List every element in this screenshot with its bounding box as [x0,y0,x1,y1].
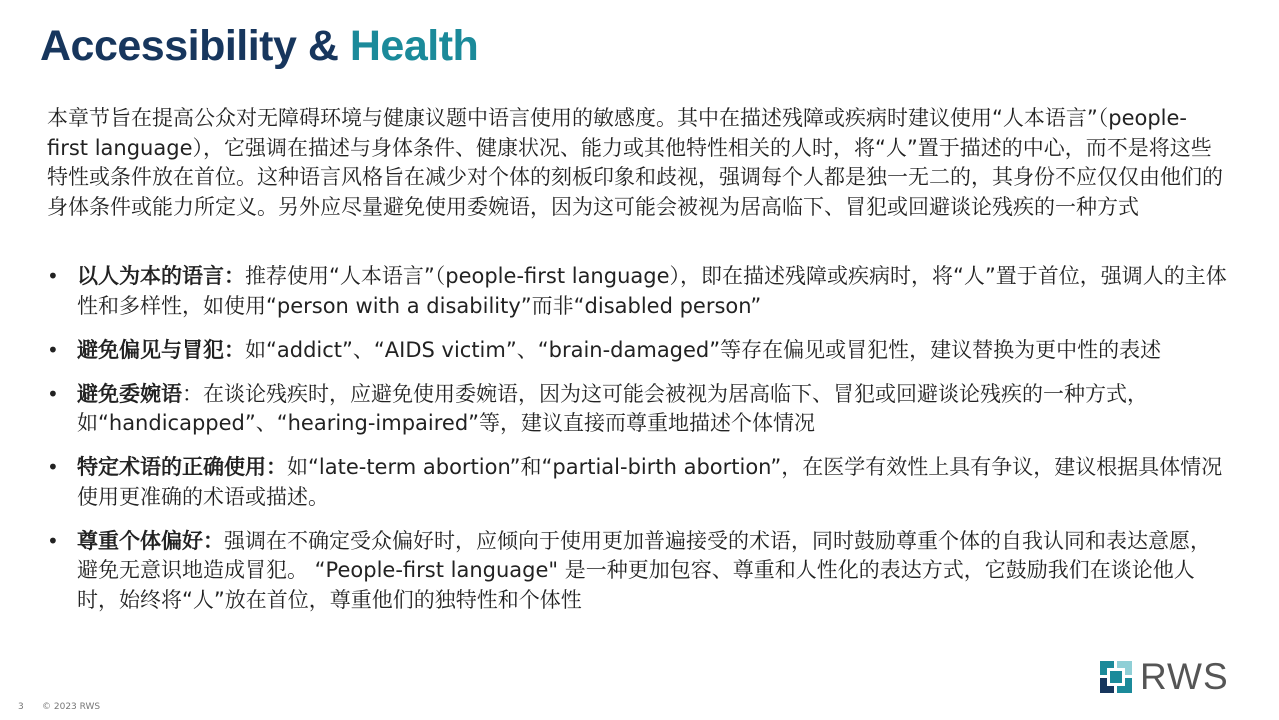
logo-wordmark: RWS [1140,656,1229,697]
intro-paragraph: 本章节旨在提高公众对无障碍环境与健康议题中语言使用的敏感度。其中在描述残障或疾病时建议使用“人本语言”（people-first language），它强调在描述与身体条件、健康状况、能力或其他特性相关的人时，将“人”置于描述的中心，而不是将这些特性或条件放在首位。这种语言风格旨在减少对个体的刻板印象和歧视，强调每个人都是独一无二的，其身份不应仅仅由他们的身体条件或能力所定义。另外应尽量避免使用委婉语，因为这可能会被视为居高临下、冒犯或回避谈论残疾的一种方式 [47,106,1223,219]
bullet-text: 如“addict”、“AIDS victim”、“brain-damaged”等存在偏见或冒犯性，建议替换为更中性的表述 [245,337,1162,362]
bullet-term: 以人为本的语言： [77,264,245,288]
bullet-text: ：在谈论残疾时，应避免使用委婉语，因为这可能会被视为居高临下、冒犯或回避谈论残疾的一种方式，如“handicapped”、“hearing-impaired”等，建议直接而尊重地描述个体情况 [77,381,1148,435]
title-part-accessibility: Accessibility & [40,22,339,70]
bullet-icon: • [47,528,59,553]
page-number: 3 [18,702,24,712]
list-item [47,453,1227,512]
list-item [47,380,1227,439]
bullet-term: 特定术语的正确使用： [77,455,287,479]
bullet-term: 尊重个体偏好： [77,528,224,553]
bullet-text: 强调在不确定受众偏好时，应倾向于使用更加普遍接受的术语，同时鼓励尊重个体的自我认同和表达意愿，避免无意识地造成冒犯。 “People-first language" 是一种更加包容、尊重和人性化的表达方式，它鼓励我们在谈论他人时，始终将“人”放在首位，尊重他们的独特性和个体性 [77,528,1211,612]
list-item [47,262,1227,321]
bullet-text: 如“late-term abortion”和“partial-birth abortion”，在医学有效性上具有争议，建议根据具体情况使用更准确的术语或描述。 [77,455,1223,509]
bullet-icon: • [47,381,59,406]
rws-logo-icon [1100,661,1132,693]
list-item [47,336,1227,366]
rws-logo [1100,656,1229,697]
title-part-health: Health [349,22,479,70]
bullet-icon: • [47,264,59,288]
bullet-term: 避免委婉语 [77,381,182,406]
slide-title [40,22,478,71]
bullet-text: 推荐使用“人本语言”（people-first language），即在描述残障或疾病时，将“人”置于首位，强调人的主体性和多样性，如使用“person with a disability”而非“disabled person” [77,264,1227,318]
bullet-icon: • [47,337,59,362]
copyright-notice: © 2023 RWS [42,702,101,712]
guideline-list [47,262,1227,630]
bullet-term: 避免偏见与冒犯： [77,337,245,362]
list-item [47,527,1227,616]
bullet-icon: • [47,455,59,479]
